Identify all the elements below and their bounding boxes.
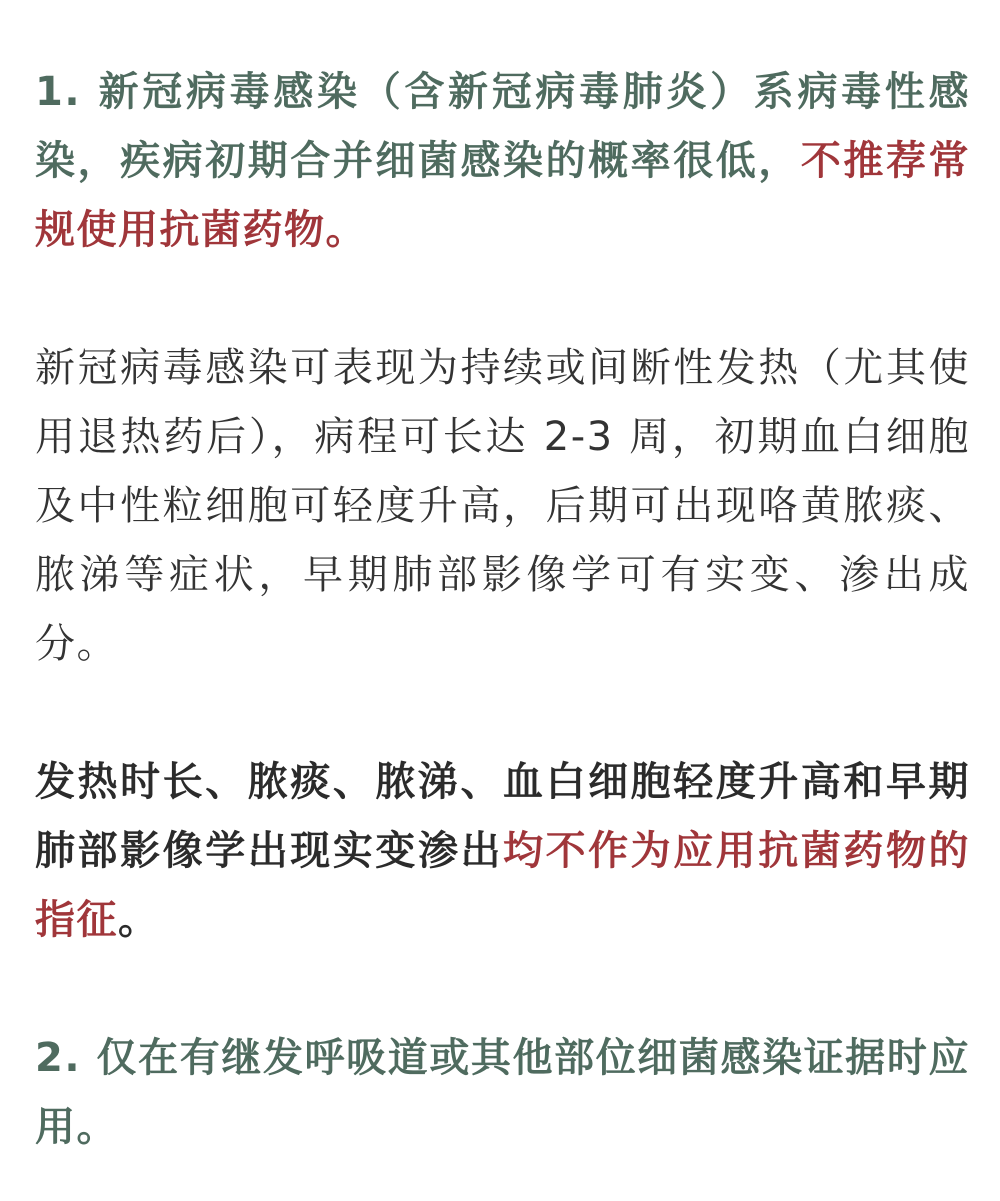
point-2-number: 2. (35, 1035, 82, 1081)
indication-note-text: 发热时长、脓痰、脓涕、血白细胞轻度升高和早期肺部影像学出现实变渗出 (35, 759, 970, 874)
indication-note-paragraph (35, 748, 970, 955)
symptom-description-paragraph (35, 334, 970, 679)
point-1-tail: 。 (325, 207, 367, 253)
point-2 (35, 1024, 970, 1162)
indication-note-highlight: 均不作为应用抗菌药物的指征 (35, 828, 971, 943)
point-1-number: 1. (35, 69, 82, 115)
point-1 (35, 58, 970, 265)
point-2-text: 仅在有继发呼吸道或其他部位细菌感染证据时应用。 (35, 1035, 970, 1150)
symptom-description-text: 新冠病毒感染可表现为持续或间断性发热（尤其使用退热药后），病程可长达 2-3 周，初期血白细胞及中性粒细胞可轻度升高，后期可出现咯黄脓痰、脓涕等症状，早期肺部影像学可有实变、渗出成分。 (35, 345, 970, 667)
point-1-text: 新冠病毒感染（含新冠病毒肺炎）系病毒性感染，疾病初期合并细菌感染的概率很低， (35, 69, 970, 184)
point-1-highlight: 不推荐常规使用抗菌药物 (35, 138, 971, 253)
indication-note-tail: 。 (118, 897, 160, 943)
